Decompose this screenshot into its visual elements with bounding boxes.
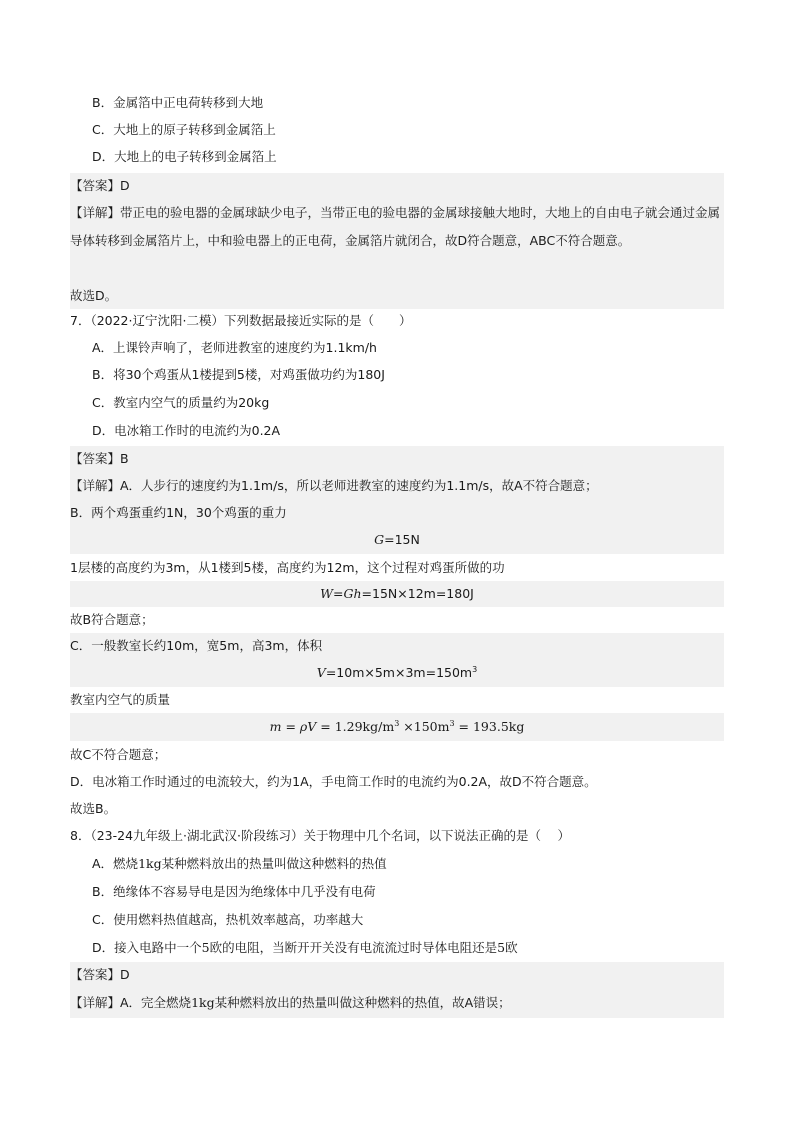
q6-conclusion: 故选D。 <box>70 283 724 309</box>
q8-detail-a <box>70 988 724 1018</box>
eq-m-density: = 1.29kg/m <box>316 719 395 734</box>
q8-option-c: C．使用燃料热值越高，热机效率越高，功率越大 <box>92 912 364 927</box>
q7-equation-work <box>70 581 724 607</box>
eq-g-value: =15N <box>384 532 420 547</box>
q8-detail-a-pre: 【详解】A．完全燃烧 <box>70 995 192 1010</box>
q6-option-b: B．金属箔中正电荷转移到大地 <box>92 95 264 110</box>
q8-option-a-unit: 1kg <box>138 856 162 871</box>
q7-equation-gravity <box>70 526 724 554</box>
q8-answer: 【答案】D <box>70 962 724 988</box>
eq-m-volume: ×150m <box>399 719 450 734</box>
q8-option-d-num1: 5 <box>201 940 210 955</box>
eq-m-result: = 193.5kg <box>454 719 525 734</box>
eq-v-value: =10m×5m×3m=150m <box>325 665 473 680</box>
q7-option-b: B．将30个鸡蛋从1楼提到5楼，对鸡蛋做功约为180J <box>92 367 385 382</box>
eq-g-symbol: G <box>374 532 385 547</box>
eq-m-exp2: 3 <box>449 718 455 728</box>
q6-option-d: D．大地上的电子转移到金属箔上 <box>92 149 277 164</box>
eq-m-exp1: 3 <box>394 718 400 728</box>
q8-option-b: B．绝缘体不容易导电是因为绝缘体中几乎没有电荷 <box>92 884 376 899</box>
q8-option-d-post: 欧 <box>505 940 518 955</box>
q7-c-conclusion: 故C不符合题意； <box>70 747 167 762</box>
q7-detail-a: 【详解】A．人步行的速度约为1.1m/s，所以老师进教室的速度约为1.1m/s，故A不符合题意； <box>70 472 724 499</box>
eq-w-value: =15N×12m=180J <box>361 586 474 601</box>
q8-option-d-mid: 欧的电阻，当断开开关没有电流流过时导体电阻还是 <box>209 940 498 955</box>
q7-air-mass-text: 教室内空气的质量 <box>70 692 171 707</box>
eq-m-equals: = <box>281 719 300 734</box>
q8-option-d-pre: D．接入电路中一个 <box>92 940 202 955</box>
q6-detail: 【详解】带正电的验电器的金属球缺少电子，当带正电的验电器的金属球接触大地时，大地上的自由电子就会通过金属导体转移到金属箔片上，中和验电器上的正电荷，金属箔片就闭合，故D符合题意，ABC不符合题意。 <box>70 199 724 283</box>
eq-m-rho-v: ρV <box>299 719 317 734</box>
q7-conclusion: 故选B。 <box>70 801 117 816</box>
q8-option-a-pre: A．燃烧 <box>92 856 139 871</box>
q7-stem: 7．（2022·辽宁沈阳·二模）下列数据最接近实际的是（ ） <box>70 313 412 328</box>
q7-detail-c: C．一般教室长约10m，宽5m，高3m，体积 <box>70 633 724 659</box>
q7-option-a: A．上课铃声响了，老师进教室的速度约为1.1km/h <box>92 340 377 355</box>
q8-detail-a-unit: 1kg <box>191 995 215 1010</box>
q7-detail-d: D．电冰箱工作时通过的电流较大，约为1A，手电筒工作时的电流约为0.2A，故D不符合题意。 <box>70 774 597 789</box>
eq-w-symbol: W <box>320 586 333 601</box>
q7-equation-mass <box>70 713 724 741</box>
q7-b-conclusion: 故B符合题意； <box>70 612 154 627</box>
q7-option-d: D．电冰箱工作时的电流约为0.2A <box>92 423 281 438</box>
q8-option-a-post: 某种燃料放出的热量叫做这种燃料的热值 <box>161 856 387 871</box>
q7-answer: 【答案】B <box>70 446 724 472</box>
q7-floor-text: 1层楼的高度约为3m，从1楼到5楼，高度约为12m，这个过程对鸡蛋所做的功 <box>70 560 505 575</box>
eq-w-equals: = <box>333 586 344 601</box>
eq-v-symbol: V <box>316 665 326 680</box>
q6-answer: 【答案】D <box>70 173 724 199</box>
q8-stem: 8．（23-24九年级上·湖北武汉·阶段练习）关于物理中几个名词，以下说法正确的是（ ） <box>70 828 570 843</box>
q7-equation-volume <box>70 659 724 687</box>
q8-option-d <box>70 935 746 961</box>
q8-option-d-num2: 5 <box>497 940 506 955</box>
q7-detail-b: B．两个鸡蛋重约1N，30个鸡蛋的重力 <box>70 499 724 526</box>
q6-option-c: C．大地上的原子转移到金属箔上 <box>92 122 276 137</box>
q7-option-c: C．教室内空气的质量约为20kg <box>92 395 270 410</box>
eq-m-symbol: m <box>269 719 282 734</box>
eq-v-exponent: 3 <box>472 664 478 674</box>
q8-detail-a-post: 某种燃料放出的热量叫做这种燃料的热值，故A错误； <box>214 995 511 1010</box>
eq-w-gh: Gh <box>343 586 362 601</box>
q8-option-a <box>70 851 746 877</box>
